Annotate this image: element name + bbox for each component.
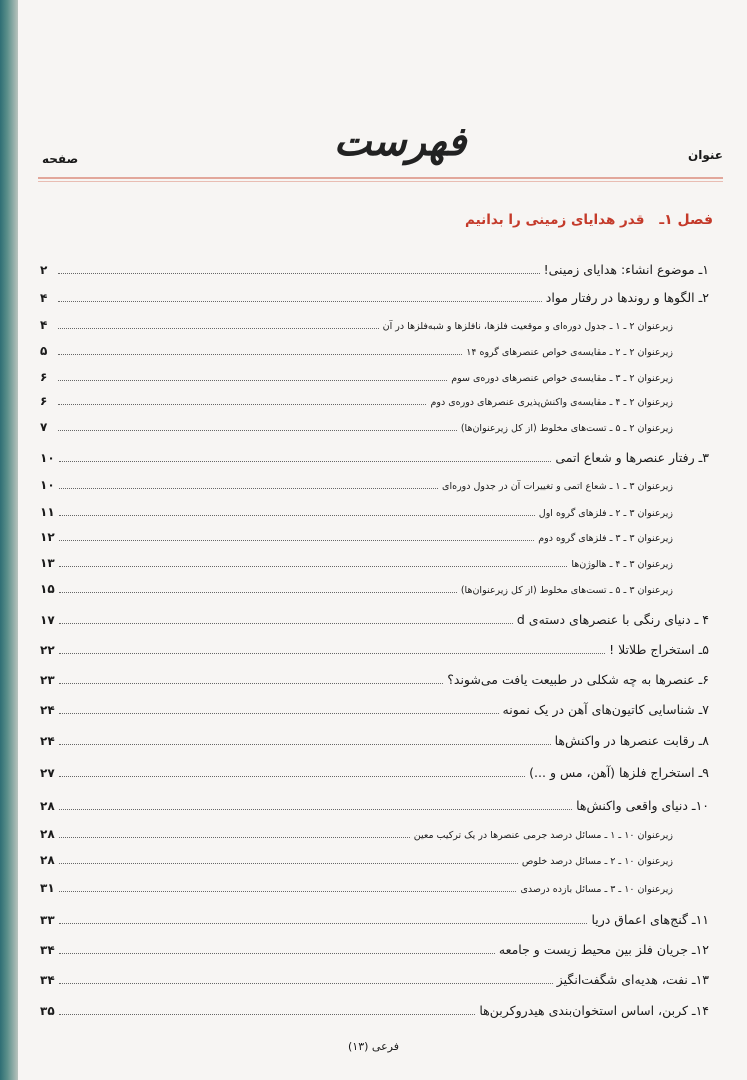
toc-entry-page: ۲۸: [40, 827, 55, 841]
toc-entry: [40, 1003, 709, 1018]
toc-entry-title: زیرعنوان ۳ ـ ۴ ـ هالوژن‌ها: [571, 559, 673, 570]
toc-entry: [40, 672, 709, 687]
dot-leader: [59, 460, 552, 462]
toc-entry: [40, 420, 673, 434]
dot-leader: [59, 591, 457, 593]
toc-entry-title: زیرعنوان ۲ ـ ۴ ـ مقایسه‌ی واکنش‌پذیری عنصرهای دوره‌ی دوم: [430, 397, 673, 408]
book-spine-edge: [0, 0, 18, 1080]
toc-entry-page: ۱۳: [40, 556, 55, 570]
dot-leader: [59, 775, 526, 777]
toc-entry-page: ۱۷: [40, 613, 55, 627]
toc-entry-page: ۳۵: [40, 1004, 55, 1018]
toc-entry-page: ۳۴: [40, 973, 55, 987]
toc-entry-title: ۱۴ـ کربن، اساس استخوان‌بندی هیدروکربن‌ها: [479, 1003, 709, 1018]
toc-entry-page: ۷: [40, 420, 48, 434]
toc-entry-page: ۱۰: [40, 478, 55, 492]
toc-entry-title: زیرعنوان ۲ ـ ۵ ـ تست‌های مخلوط (از کل زیرعنوان‌ها): [460, 423, 673, 434]
toc-entry-title: زیرعنوان ۳ ـ ۳ ـ فلزهای گروه دوم: [538, 533, 673, 544]
toc-entry-page: ۲: [40, 263, 48, 277]
page-footer: فرعی (۱۳): [348, 1040, 399, 1053]
dot-leader: [59, 890, 517, 892]
toc-entry-title: ۸ـ رقابت عنصرها در واکنش‌ها: [554, 733, 709, 748]
header-divider: [38, 177, 723, 179]
toc-entry-title: ۱ـ موضوع انشاء: هدایای زمینی!: [543, 262, 709, 277]
toc-entry-title: ۱۳ـ نفت، هدیه‌ای شگفت‌انگیز: [556, 972, 709, 987]
toc-entry-title: ۲ـ الگوها و روندها در رفتار مواد: [545, 290, 709, 305]
dot-leader: [58, 353, 462, 355]
toc-entry: [40, 478, 673, 492]
toc-entry: [40, 556, 673, 570]
toc-entry: [40, 530, 673, 544]
toc-entry: [40, 262, 709, 277]
dot-leader: [59, 836, 410, 838]
header-page-label: صفحه: [42, 152, 79, 166]
toc-entry-title: ۴ ـ دنیای رنگی با عنصرهای دسته‌ی d: [516, 612, 709, 627]
toc-entry: [40, 505, 673, 519]
toc-entry-title: ۹ـ استخراج فلزها (آهن، مس و ...): [529, 765, 709, 780]
toc-entry-page: ۱۰: [40, 451, 55, 465]
dot-leader: [59, 743, 551, 745]
toc-entry: [40, 853, 673, 867]
toc-entry-page: ۲۴: [40, 703, 55, 717]
dot-leader: [58, 300, 542, 302]
chapter-label: فصل ۱ـ: [659, 212, 713, 228]
toc-entry-page: ۲۲: [40, 643, 55, 657]
toc-entry-page: ۱۵: [40, 582, 55, 596]
toc-entry: [40, 765, 709, 780]
dot-leader: [58, 379, 447, 381]
toc-entry-page: ۲۴: [40, 734, 55, 748]
toc-entry-page: ۵: [40, 344, 48, 358]
toc-entry-title: زیرعنوان ۲ ـ ۳ ـ مقایسه‌ی خواص عنصرهای دوره‌ی سوم: [451, 373, 673, 384]
toc-entry-title: زیرعنوان ۱۰ ـ ۳ ـ مسائل بازده درصدی: [520, 884, 673, 895]
dot-leader: [59, 712, 499, 714]
dot-leader: [59, 1013, 476, 1015]
toc-entry-page: ۲۸: [40, 853, 55, 867]
toc-entry: [40, 972, 709, 987]
toc-entry-page: ۲۷: [40, 766, 55, 780]
dot-leader: [59, 652, 605, 654]
toc-entry-page: ۳۴: [40, 943, 55, 957]
dot-leader: [59, 622, 513, 624]
toc-entry: [40, 642, 709, 657]
dot-leader: [59, 808, 572, 810]
header-title-label: عنوان: [688, 148, 723, 162]
toc-entry-title: ۱۲ـ جریان فلز بین محیط زیست و جامعه: [498, 942, 709, 957]
dot-leader: [59, 952, 495, 954]
toc-entry-page: ۱۲: [40, 530, 55, 544]
toc-entry: [40, 370, 673, 384]
toc-entry-page: ۶: [40, 370, 48, 384]
toc-entry-page: ۴: [40, 318, 48, 332]
toc-entry-page: ۲۸: [40, 799, 55, 813]
toc-entry: [40, 394, 673, 408]
dot-leader: [58, 272, 540, 274]
dot-leader: [59, 487, 438, 489]
toc-entry-title: ۶ـ عنصرها به چه شکلی در طبیعت یافت می‌شوند؟: [447, 672, 709, 687]
toc-entry: [40, 450, 709, 465]
dot-leader: [58, 429, 457, 431]
toc-entry: [40, 942, 709, 957]
dot-leader: [59, 682, 444, 684]
toc-entry-title: زیرعنوان ۲ ـ ۲ ـ مقایسه‌ی خواص عنصرهای گروه ۱۴: [466, 347, 673, 358]
dot-leader: [59, 539, 535, 541]
page-title: فهرست: [333, 118, 467, 165]
toc-entry: [40, 827, 673, 841]
toc-entry: [40, 612, 709, 627]
toc-entry: [40, 881, 673, 895]
toc-entry-title: زیرعنوان ۳ ـ ۵ ـ تست‌های مخلوط (از کل زیرعنوان‌ها): [460, 585, 673, 596]
toc-entry-title: زیرعنوان ۳ ـ ۲ ـ فلزهای گروه اول: [538, 508, 673, 519]
toc-entry-title: ۳ـ رفتار عنصرها و شعاع اتمی: [555, 450, 709, 465]
toc-entry: [40, 344, 673, 358]
toc-entry-title: ۷ـ شناسایی کاتیون‌های آهن در یک نمونه: [502, 702, 709, 717]
toc-entry: [40, 702, 709, 717]
dot-leader: [59, 565, 568, 567]
chapter-heading: [465, 212, 713, 228]
toc-entry: [40, 582, 673, 596]
toc-entry-page: ۴: [40, 291, 48, 305]
dot-leader: [59, 862, 518, 864]
dot-leader: [59, 514, 535, 516]
toc-entry: [40, 290, 709, 305]
toc-entry-title: زیرعنوان ۱۰ ـ ۲ ـ مسائل درصد خلوص: [521, 856, 673, 867]
toc-entry-page: ۳۳: [40, 913, 55, 927]
toc-entry-page: ۶: [40, 394, 48, 408]
toc-entry: [40, 798, 709, 813]
dot-leader: [59, 922, 588, 924]
dot-leader: [59, 982, 553, 984]
toc-entry-page: ۲۳: [40, 673, 55, 687]
toc-entry-page: ۱۱: [40, 505, 55, 519]
header-divider-thin: [38, 181, 723, 182]
toc-entry: [40, 733, 709, 748]
toc-entry-title: ۵ـ استخراج طلاتلا !: [609, 642, 709, 657]
toc-entry-title: زیرعنوان ۳ ـ ۱ ـ شعاع اتمی و تغییرات آن در جدول دوره‌ای: [442, 481, 673, 492]
toc-entry-title: زیرعنوان ۲ ـ ۱ ـ جدول دوره‌ای و موقعیت فلزها، نافلزها و شبه‌فلزها در آن: [382, 321, 673, 332]
toc-entry-page: ۳۱: [40, 881, 55, 895]
toc-entry: [40, 912, 709, 927]
toc-entry-title: زیرعنوان ۱۰ ـ ۱ ـ مسائل درصد جرمی عنصرها در یک ترکیب معین: [413, 830, 673, 841]
dot-leader: [58, 327, 379, 329]
toc-entry-title: ۱۱ـ گنج‌های اعماق دریا: [591, 912, 709, 927]
dot-leader: [58, 403, 426, 405]
toc-entry-title: ۱۰ـ دنیای واقعی واکنش‌ها: [576, 798, 709, 813]
chapter-title: قدر هدایای زمینی را بدانیم: [465, 212, 645, 228]
toc-entry: [40, 318, 673, 332]
